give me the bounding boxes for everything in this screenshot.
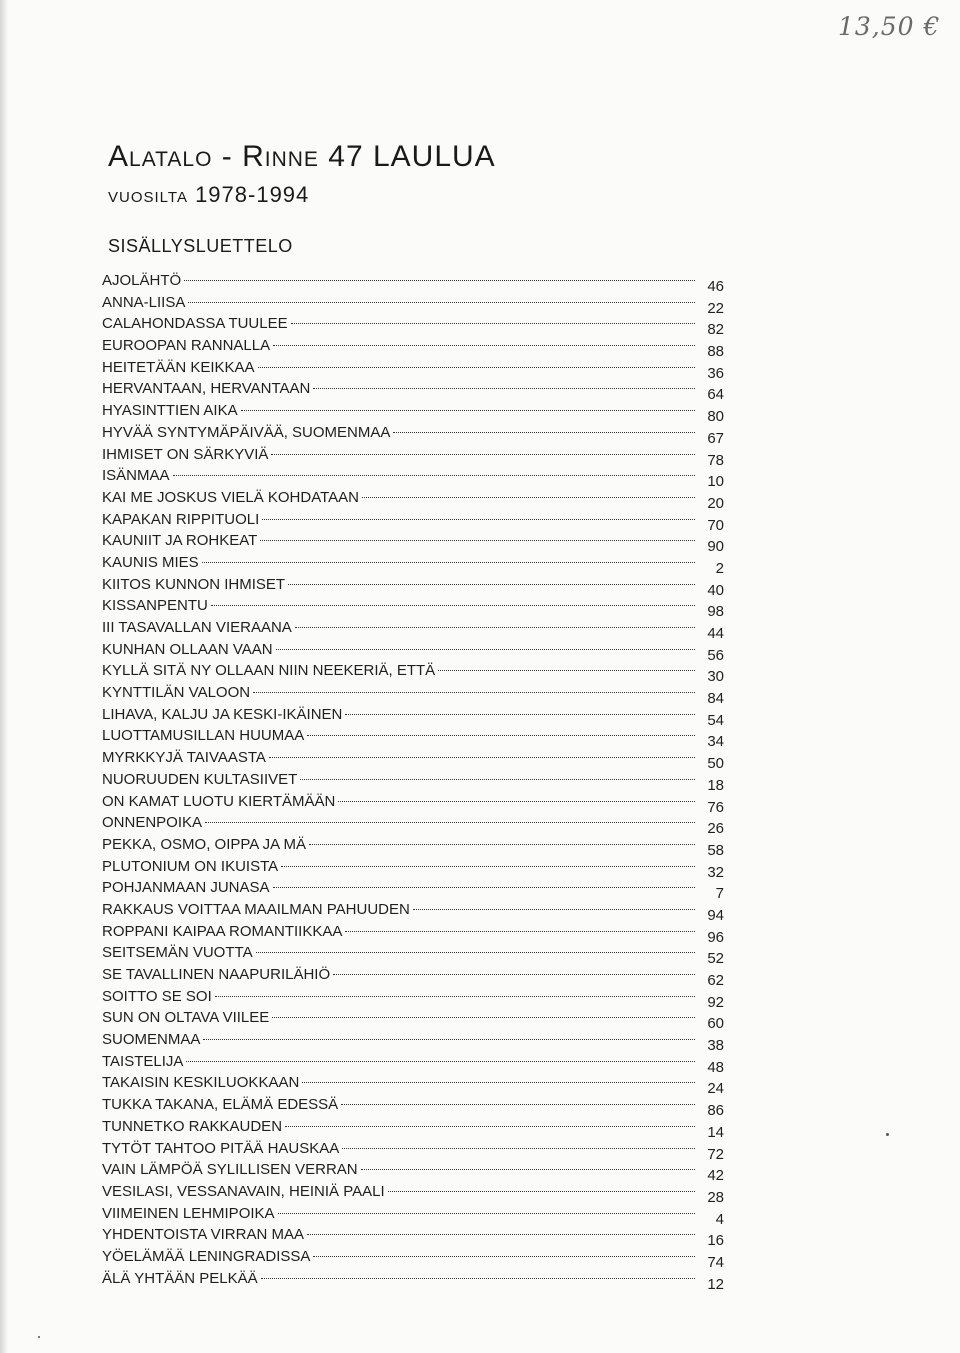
- toc-entry: [102, 747, 724, 773]
- toc-entry-title: PLUTONIUM ON IKUISTA: [102, 857, 279, 875]
- toc-entry-title: ON KAMAT LUOTU KIERTÄMÄÄN: [102, 792, 336, 810]
- toc-dot-leader: [188, 302, 695, 303]
- toc-entry-title: AJOLÄHTÖ: [102, 272, 182, 289]
- toc-entry-page-number: 72: [707, 1145, 724, 1163]
- paper-speck: [38, 1336, 40, 1338]
- toc-entry-page-number: 76: [707, 798, 724, 816]
- toc-entry-page-number: 36: [707, 364, 724, 382]
- toc-entry-page-number: 14: [707, 1123, 724, 1141]
- toc-entry: [102, 682, 724, 708]
- toc-entry: [102, 1094, 724, 1120]
- toc-entry-title: IHMISET ON SÄRKYVIÄ: [102, 445, 269, 463]
- toc-entry-title: TAKAISIN KESKILUOKKAAN: [102, 1074, 300, 1092]
- toc-dot-leader: [309, 844, 695, 845]
- toc-dot-leader: [271, 454, 695, 455]
- toc-dot-leader: [272, 1017, 695, 1018]
- toc-entry: [102, 487, 724, 512]
- toc-entry-title: ROPPANI KAIPAA ROMANTIIKKAA: [102, 922, 343, 940]
- toc-entry-page-number: 78: [707, 451, 724, 469]
- toc-entry: [102, 292, 724, 317]
- toc-entry-page-number: 80: [707, 408, 724, 426]
- toc-entry: [102, 1224, 724, 1250]
- toc-dot-leader: [203, 1039, 695, 1040]
- toc-entry: [102, 921, 724, 946]
- toc-entry-title: KAUNIIT JA ROHKEAT: [102, 532, 258, 550]
- toc-entry-page-number: 94: [707, 906, 724, 924]
- toc-entry: [102, 1159, 724, 1185]
- toc-entry-title: CALAHONDASSA TUULEE: [102, 315, 288, 333]
- toc-entry-page-number: 42: [707, 1167, 724, 1185]
- toc-dot-leader: [313, 388, 695, 389]
- toc-entry: [102, 660, 724, 686]
- document-title: Alatalo - Rinne 47 LAULUA: [108, 140, 496, 173]
- handwritten-price-note: 13,50 €: [838, 12, 941, 41]
- toc-entry-page-number: 64: [707, 386, 724, 404]
- toc-entry-page-number: 62: [707, 972, 724, 989]
- toc-dot-leader: [338, 801, 695, 802]
- toc-entry-title: KYNTTILÄN VALOON: [102, 684, 251, 702]
- toc-entry-page-number: 67: [707, 429, 724, 447]
- toc-entry-page-number: 40: [707, 581, 724, 599]
- toc-entry-page-number: 7: [715, 885, 724, 903]
- toc-entry-title: KUNHAN OLLAAN VAAN: [102, 640, 273, 658]
- toc-entry-title: LIHAVA, KALJU JA KESKI-IKÄINEN: [102, 705, 343, 723]
- toc-entry-title: III TASAVALLAN VIERAANA: [102, 619, 292, 636]
- toc-entry: [102, 1007, 724, 1033]
- toc-dot-leader: [362, 497, 695, 498]
- toc-dot-leader: [184, 280, 695, 281]
- toc-dot-leader: [260, 540, 695, 541]
- toc-entry: [102, 1138, 724, 1163]
- toc-entry-title: KAUNIS MIES: [102, 553, 199, 571]
- toc-entry: [102, 725, 724, 751]
- toc-entry: [102, 639, 724, 664]
- toc-entry-page-number: 88: [707, 343, 724, 361]
- toc-dot-leader: [388, 1191, 695, 1192]
- toc-dot-leader: [276, 649, 695, 650]
- toc-dot-leader: [241, 410, 695, 411]
- toc-dot-leader: [345, 931, 695, 932]
- toc-dot-leader: [307, 1234, 695, 1235]
- toc-dot-leader: [413, 909, 695, 910]
- toc-entry-page-number: 74: [707, 1253, 724, 1271]
- toc-entry: [102, 357, 724, 382]
- toc-entry: [102, 834, 724, 859]
- toc-dot-leader: [393, 432, 695, 433]
- toc-entry-title: NUORUUDEN KULTASIIVET: [102, 770, 298, 788]
- toc-entry-title: TAISTELIJA: [102, 1052, 184, 1070]
- toc-entry-page-number: 18: [707, 776, 724, 794]
- toc-dot-leader: [345, 714, 695, 715]
- toc-entry-page-number: 50: [707, 755, 724, 773]
- toc-dot-leader: [313, 1256, 695, 1257]
- toc-entry-page-number: 20: [707, 494, 724, 512]
- toc-entry: [102, 422, 724, 447]
- table-of-contents: [102, 270, 724, 1293]
- toc-dot-leader: [173, 475, 695, 476]
- toc-entry: [102, 1268, 724, 1293]
- toc-entry: [102, 1246, 724, 1271]
- toc-entry-page-number: 30: [707, 668, 724, 686]
- toc-entry-page-number: 16: [707, 1232, 724, 1250]
- toc-entry-page-number: 10: [707, 473, 724, 491]
- toc-entry-title: HEITETÄÄN KEIKKAA: [102, 358, 255, 376]
- toc-entry-title: ÄLÄ YHTÄÄN PELKÄÄ: [102, 1269, 258, 1287]
- toc-entry-page-number: 58: [707, 841, 724, 859]
- toc-entry-title: SOITTO SE SOI: [102, 987, 212, 1005]
- paper-speck: [886, 1133, 889, 1136]
- toc-dot-leader: [285, 1126, 695, 1127]
- toc-entry: [102, 704, 724, 729]
- toc-dot-leader: [342, 1148, 695, 1149]
- toc-entry-title: VIIMEINEN LEHMIPOIKA: [102, 1204, 275, 1222]
- toc-entry-page-number: 52: [707, 950, 724, 968]
- toc-entry-title: KYLLÄ SITÄ NY OLLAAN NIIN NEEKERIÄ, ETTÄ: [102, 662, 436, 680]
- toc-entry-title: LUOTTAMUSILLAN HUUMAA: [102, 727, 305, 745]
- toc-entry-page-number: 46: [707, 278, 724, 295]
- toc-entry: [102, 1181, 724, 1206]
- toc-entry: [102, 444, 724, 469]
- toc-dot-leader: [205, 822, 695, 823]
- toc-entry-title: ANNA-LIISA: [102, 293, 186, 311]
- toc-entry-page-number: 26: [707, 820, 724, 838]
- toc-entry-page-number: 98: [707, 603, 724, 621]
- toc-entry-page-number: 2: [715, 559, 724, 577]
- toc-entry-title: TUKKA TAKANA, ELÄMÄ EDESSÄ: [102, 1096, 339, 1114]
- toc-entry-page-number: 24: [707, 1080, 724, 1098]
- toc-entry-title: PEKKA, OSMO, OIPPA JA MÄ: [102, 835, 306, 853]
- toc-entry-title: EUROOPAN RANNALLA: [102, 337, 271, 355]
- toc-entry: [102, 856, 724, 881]
- toc-entry-page-number: 32: [707, 863, 724, 881]
- toc-entry-page-number: 12: [707, 1275, 724, 1293]
- toc-entry-title: VESILASI, VESSANAVAIN, HEINIÄ PAALI: [102, 1182, 385, 1200]
- toc-entry-title: ISÄNMAA: [102, 467, 170, 485]
- toc-entry: [102, 791, 724, 816]
- toc-entry-page-number: 60: [707, 1015, 724, 1033]
- toc-entry-page-number: 48: [707, 1058, 724, 1076]
- toc-entry-page-number: 86: [707, 1102, 724, 1120]
- toc-entry-page-number: 84: [707, 690, 724, 708]
- toc-entry: [102, 270, 724, 295]
- toc-entry: [102, 335, 724, 361]
- toc-entry-title: HERVANTAAN, HERVANTAAN: [102, 380, 311, 398]
- toc-entry-page-number: 28: [707, 1188, 724, 1206]
- toc-entry-title: KISSANPENTU: [102, 597, 208, 615]
- toc-entry-page-number: 90: [707, 538, 724, 556]
- toc-entry: [102, 1029, 724, 1055]
- toc-dot-leader: [307, 735, 695, 736]
- toc-entry-page-number: 92: [707, 993, 724, 1011]
- toc-entry: [102, 552, 724, 577]
- page-edge-shadow: [0, 0, 8, 1353]
- toc-entry: [102, 400, 724, 426]
- toc-entry: [102, 313, 724, 339]
- toc-entry-page-number: 70: [707, 516, 724, 534]
- toc-entry-title: KAPAKAN RIPPITUOLI: [102, 510, 260, 528]
- toc-entry: [102, 509, 724, 534]
- toc-dot-leader: [253, 692, 695, 693]
- toc-entry: [102, 1051, 724, 1076]
- toc-entry-title: SUN ON OLTAVA VIILEE: [102, 1009, 270, 1027]
- toc-entry-title: KAI ME JOSKUS VIELÄ KOHDATAAN: [102, 488, 360, 506]
- toc-entry-title: RAKKAUS VOITTAA MAAILMAN PAHUUDEN: [102, 900, 410, 918]
- toc-entry-page-number: 4: [715, 1210, 724, 1228]
- toc-entry: [102, 769, 724, 794]
- toc-entry: [102, 812, 724, 838]
- toc-dot-leader: [186, 1061, 695, 1062]
- toc-dot-leader: [281, 866, 695, 867]
- toc-entry-page-number: 34: [707, 733, 724, 751]
- toc-entry-page-number: 56: [707, 646, 724, 664]
- toc-dot-leader: [300, 779, 695, 780]
- toc-entry: [102, 465, 724, 491]
- toc-dot-leader: [273, 887, 695, 888]
- toc-entry: [102, 378, 724, 404]
- toc-entry: [102, 942, 724, 968]
- toc-entry: [102, 1116, 724, 1141]
- toc-dot-leader: [302, 1082, 695, 1083]
- toc-entry: [102, 530, 724, 556]
- toc-dot-leader: [333, 974, 695, 975]
- toc-entry-title: SE TAVALLINEN NAAPURILÄHIÖ: [102, 966, 331, 983]
- toc-dot-leader: [288, 584, 695, 585]
- toc-dot-leader: [291, 323, 695, 324]
- toc-entry-title: POHJANMAAN JUNASA: [102, 879, 270, 897]
- toc-entry-page-number: 82: [707, 321, 724, 339]
- toc-heading: SISÄLLYSLUETTELO: [108, 236, 293, 256]
- toc-entry-title: YHDENTOISTA VIRRAN MAA: [102, 1226, 304, 1244]
- toc-entry: [102, 617, 724, 642]
- toc-dot-leader: [262, 519, 695, 520]
- toc-entry-title: VAIN LÄMPÖÄ SYLILLISEN VERRAN: [102, 1161, 358, 1179]
- toc-entry-title: SUOMENMAA: [102, 1031, 201, 1049]
- toc-dot-leader: [438, 670, 695, 671]
- toc-entry-title: SEITSEMÄN VUOTTA: [102, 944, 253, 962]
- toc-dot-leader: [269, 757, 695, 758]
- toc-entry-title: MYRKKYJÄ TAIVAASTA: [102, 749, 266, 767]
- toc-entry-page-number: 22: [707, 299, 724, 317]
- toc-dot-leader: [211, 605, 695, 606]
- toc-entry-page-number: 54: [707, 711, 724, 729]
- toc-dot-leader: [341, 1104, 695, 1105]
- toc-dot-leader: [295, 627, 695, 628]
- toc-entry-title: TUNNETKO RAKKAUDEN: [102, 1117, 283, 1135]
- toc-entry: [102, 1203, 724, 1228]
- toc-entry: [102, 595, 724, 621]
- toc-entry-title: HYASINTTIEN AIKA: [102, 402, 238, 420]
- toc-entry-page-number: 44: [707, 625, 724, 642]
- toc-dot-leader: [278, 1213, 695, 1214]
- toc-entry-title: ONNENPOIKA: [102, 814, 203, 832]
- toc-dot-leader: [215, 996, 695, 997]
- toc-entry-page-number: 38: [707, 1037, 724, 1055]
- toc-entry-title: YÖELÄMÄÄ LENINGRADISSA: [102, 1247, 311, 1265]
- toc-dot-leader: [202, 562, 695, 563]
- toc-entry: [102, 899, 724, 924]
- document-subtitle: vuosilta 1978-1994: [108, 182, 310, 207]
- toc-dot-leader: [273, 345, 695, 346]
- toc-entry: [102, 986, 724, 1011]
- toc-entry: [102, 1072, 724, 1098]
- toc-entry-title: HYVÄÄ SYNTYMÄPÄIVÄÄ, SUOMENMAA: [102, 423, 391, 441]
- toc-dot-leader: [256, 952, 695, 953]
- toc-entry: [102, 964, 724, 989]
- toc-entry-page-number: 96: [707, 928, 724, 946]
- toc-dot-leader: [261, 1278, 695, 1279]
- toc-entry: [102, 574, 724, 599]
- toc-dot-leader: [361, 1169, 695, 1170]
- toc-entry: [102, 877, 724, 903]
- toc-entry-title: KIITOS KUNNON IHMISET: [102, 575, 286, 593]
- toc-entry-title: TYTÖT TAHTOO PITÄÄ HAUSKAA: [102, 1139, 340, 1157]
- toc-dot-leader: [258, 367, 695, 368]
